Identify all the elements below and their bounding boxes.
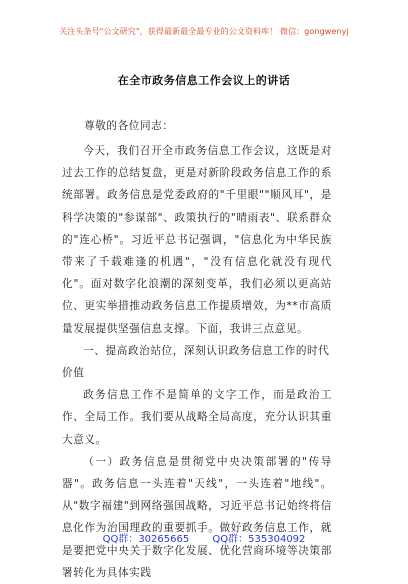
- qq-group-1: QQ群：30265665: [102, 534, 190, 545]
- paragraph-2: 政务信息工作不是简单的文字工作，而是政治工作、全局工作。我们要从战略全局高度，充分认识其重大意义。: [62, 389, 332, 446]
- qq-group-2: QQ群：535304092: [212, 534, 306, 545]
- document-body: [62, 140, 332, 584]
- paragraph-3: （一）政务信息是贯彻党中央决策部署的"传导器"。政务信息一头连着"天线"，一头连着"地线"。从"数字福建"到网络强国战略，习近平总书记始终将信息化作为治国理政的重要抓手。做好政务信息工作，就是要把党中央关于数字化发展、优化营商环境等决策部署转化为具体实践: [62, 455, 332, 579]
- paragraph-opening: 今天，我们召开全市政务信息工作会议，这既是对过去工作的总结复盘，更是对新阶段政务信息工作的系统部署。政务信息是党委政府的"千里眼""顺风耳"，是科学决策的"参谋部"、政策执行的"晴雨表"、联系群众的"连心桥"。习近平总书记强调，"信息化为中华民族带来了千载难逢的机遇"，"没有信息化就没有现代化"。面对数字化浪潮的深刻变革，我们必须以更高站位、更实举措推动政务信息工作提质增效，为**市高质量发展提供坚强信息支撑。下面，我讲三点意见。: [62, 145, 332, 335]
- salutation: 尊敬的各位同志：: [84, 120, 174, 132]
- qq-footer: [0, 530, 408, 545]
- promo-header-note: 关注头条号"公文研究"，获得最新最全最专业的公文资料库！ 微信：gongwenyj: [59, 27, 349, 36]
- document-title: 在全市政务信息工作会议上的讲话: [117, 74, 291, 87]
- section-heading-1: 一、提高政治站位，深刻认识政务信息工作的时代价值: [62, 344, 330, 380]
